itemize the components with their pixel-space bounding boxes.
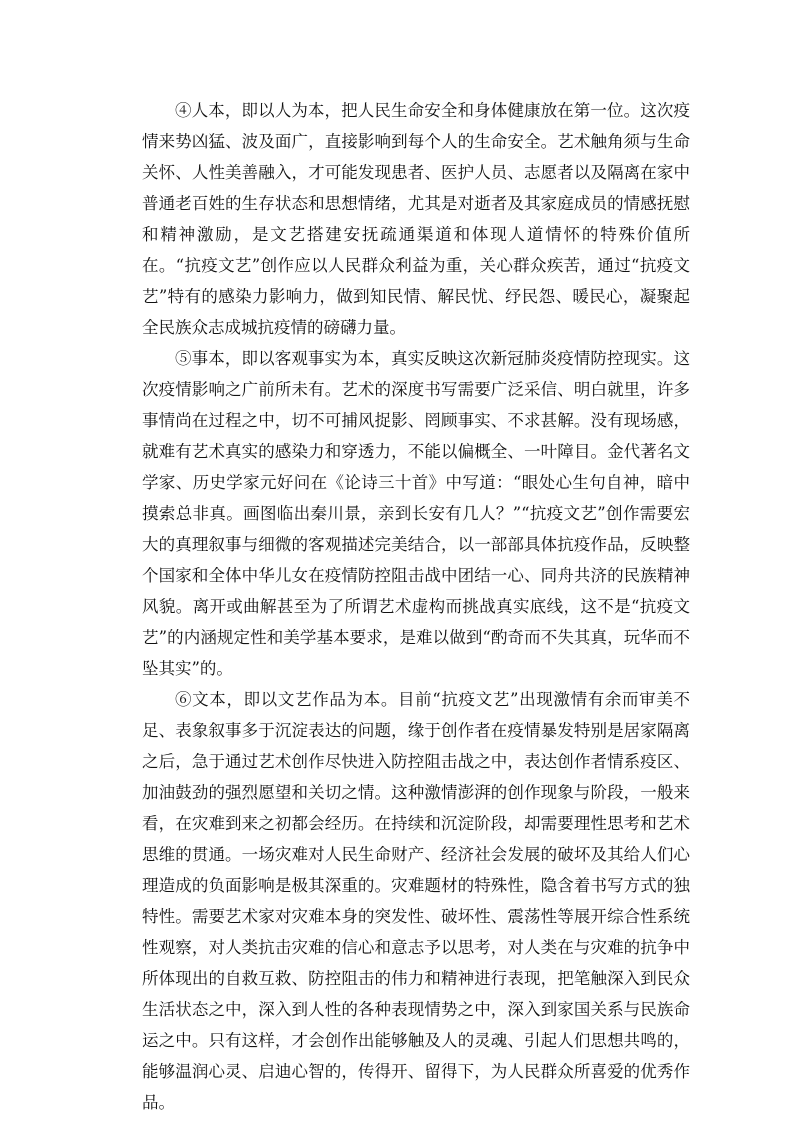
paragraph-6-wenben: ⑥文本，即以文艺作品为本。目前“抗疫文艺”出现激情有余而审美不足、表象叙事多于沉淀表达的问题，缘于创作者在疫情暴发特别是居家隔离之后，急于通过艺术创作尽快进入防控阻击战之中，表达创作者情系疫区、加油鼓劲的强烈愿望和关切之情。这种激情澎湃的创作现象与阶段，一般来看，在灾难到来之初都会经历。在持续和沉淀阶段，却需要理性思考和艺术思维的贯通。一场灾难对人民生命财产、经济社会发展的破坏及其给人们心理造成的负面影响是极其深重的。灾难题材的特殊性，隐含着书写方式的独特性。需要艺术家对灾难本身的突发性、破坏性、震荡性等展开综合性系统性观察，对人类抗击灾难的信心和意志予以思考，对人类在与灾难的抗争中所体现出的自救互救、防控阻击的伟力和精神进行表现，把笔触深入到民众生活状态之中，深入到人性的各种表现情势之中，深入到家国关系与民族命运之中。只有这样，才会创作出能够触及人的灵魂、引起人们思想共鸣的，能够温润心灵、启迪心智的，传得开、留得下，为人民群众所喜爱的优秀作品。 bbox=[142, 690, 690, 1112]
article-body bbox=[142, 95, 690, 1118]
paragraph-5-shiben: ⑤事本，即以客观事实为本，真实反映这次新冠肺炎疫情防控现实。这次疫情影响之广前所未有。艺术的深度书写需要广泛采信、明白就里，许多事情尚在过程之中，切不可捕风捉影、罔顾事实、不求甚解。没有现场感，就难有艺术真实的感染力和穿透力，不能以偏概全、一叶障目。金代著名文学家、历史学家元好问在《论诗三十首》中写道：“眼处心生句自神，暗中摸索总非真。画图临出秦川景，亲到长安有几人？”“抗疫文艺”创作需要宏大的真理叙事与细微的客观描述完美结合，以一部部具体抗疫作品，反映整个国家和全体中华儿女在疫情防控阻击战中团结一心、同舟共济的民族精神风貌。离开或曲解甚至为了所谓艺术虚构而挑战真实底线，这不是“抗疫文艺”的内涵规定性和美学基本要求，是难以做到“酌奇而不失其真，玩华而不坠其实”的。 bbox=[142, 349, 690, 678]
paragraph-4-renben: ④人本，即以人为本，把人民生命安全和身体健康放在第一位。这次疫情来势凶猛、波及面广，直接影响到每个人的生命安全。艺术触角须与生命关怀、人性美善融入，才可能发现患者、医护人员、志愿者以及隔离在家中普通老百姓的生存状态和思想情绪，尤其是对逝者及其家庭成员的情感抚慰和精神激励，是文艺搭建安抚疏通渠道和体现人道情怀的特殊价值所在。“抗疫文艺”创作应以人民群众利益为重，关心群众疾苦，通过“抗疫文艺”特有的感染力影响力，做到知民情、解民忧、纾民怨、暖民心，凝聚起全民族众志成城抗疫情的磅礴力量。 bbox=[142, 101, 690, 337]
